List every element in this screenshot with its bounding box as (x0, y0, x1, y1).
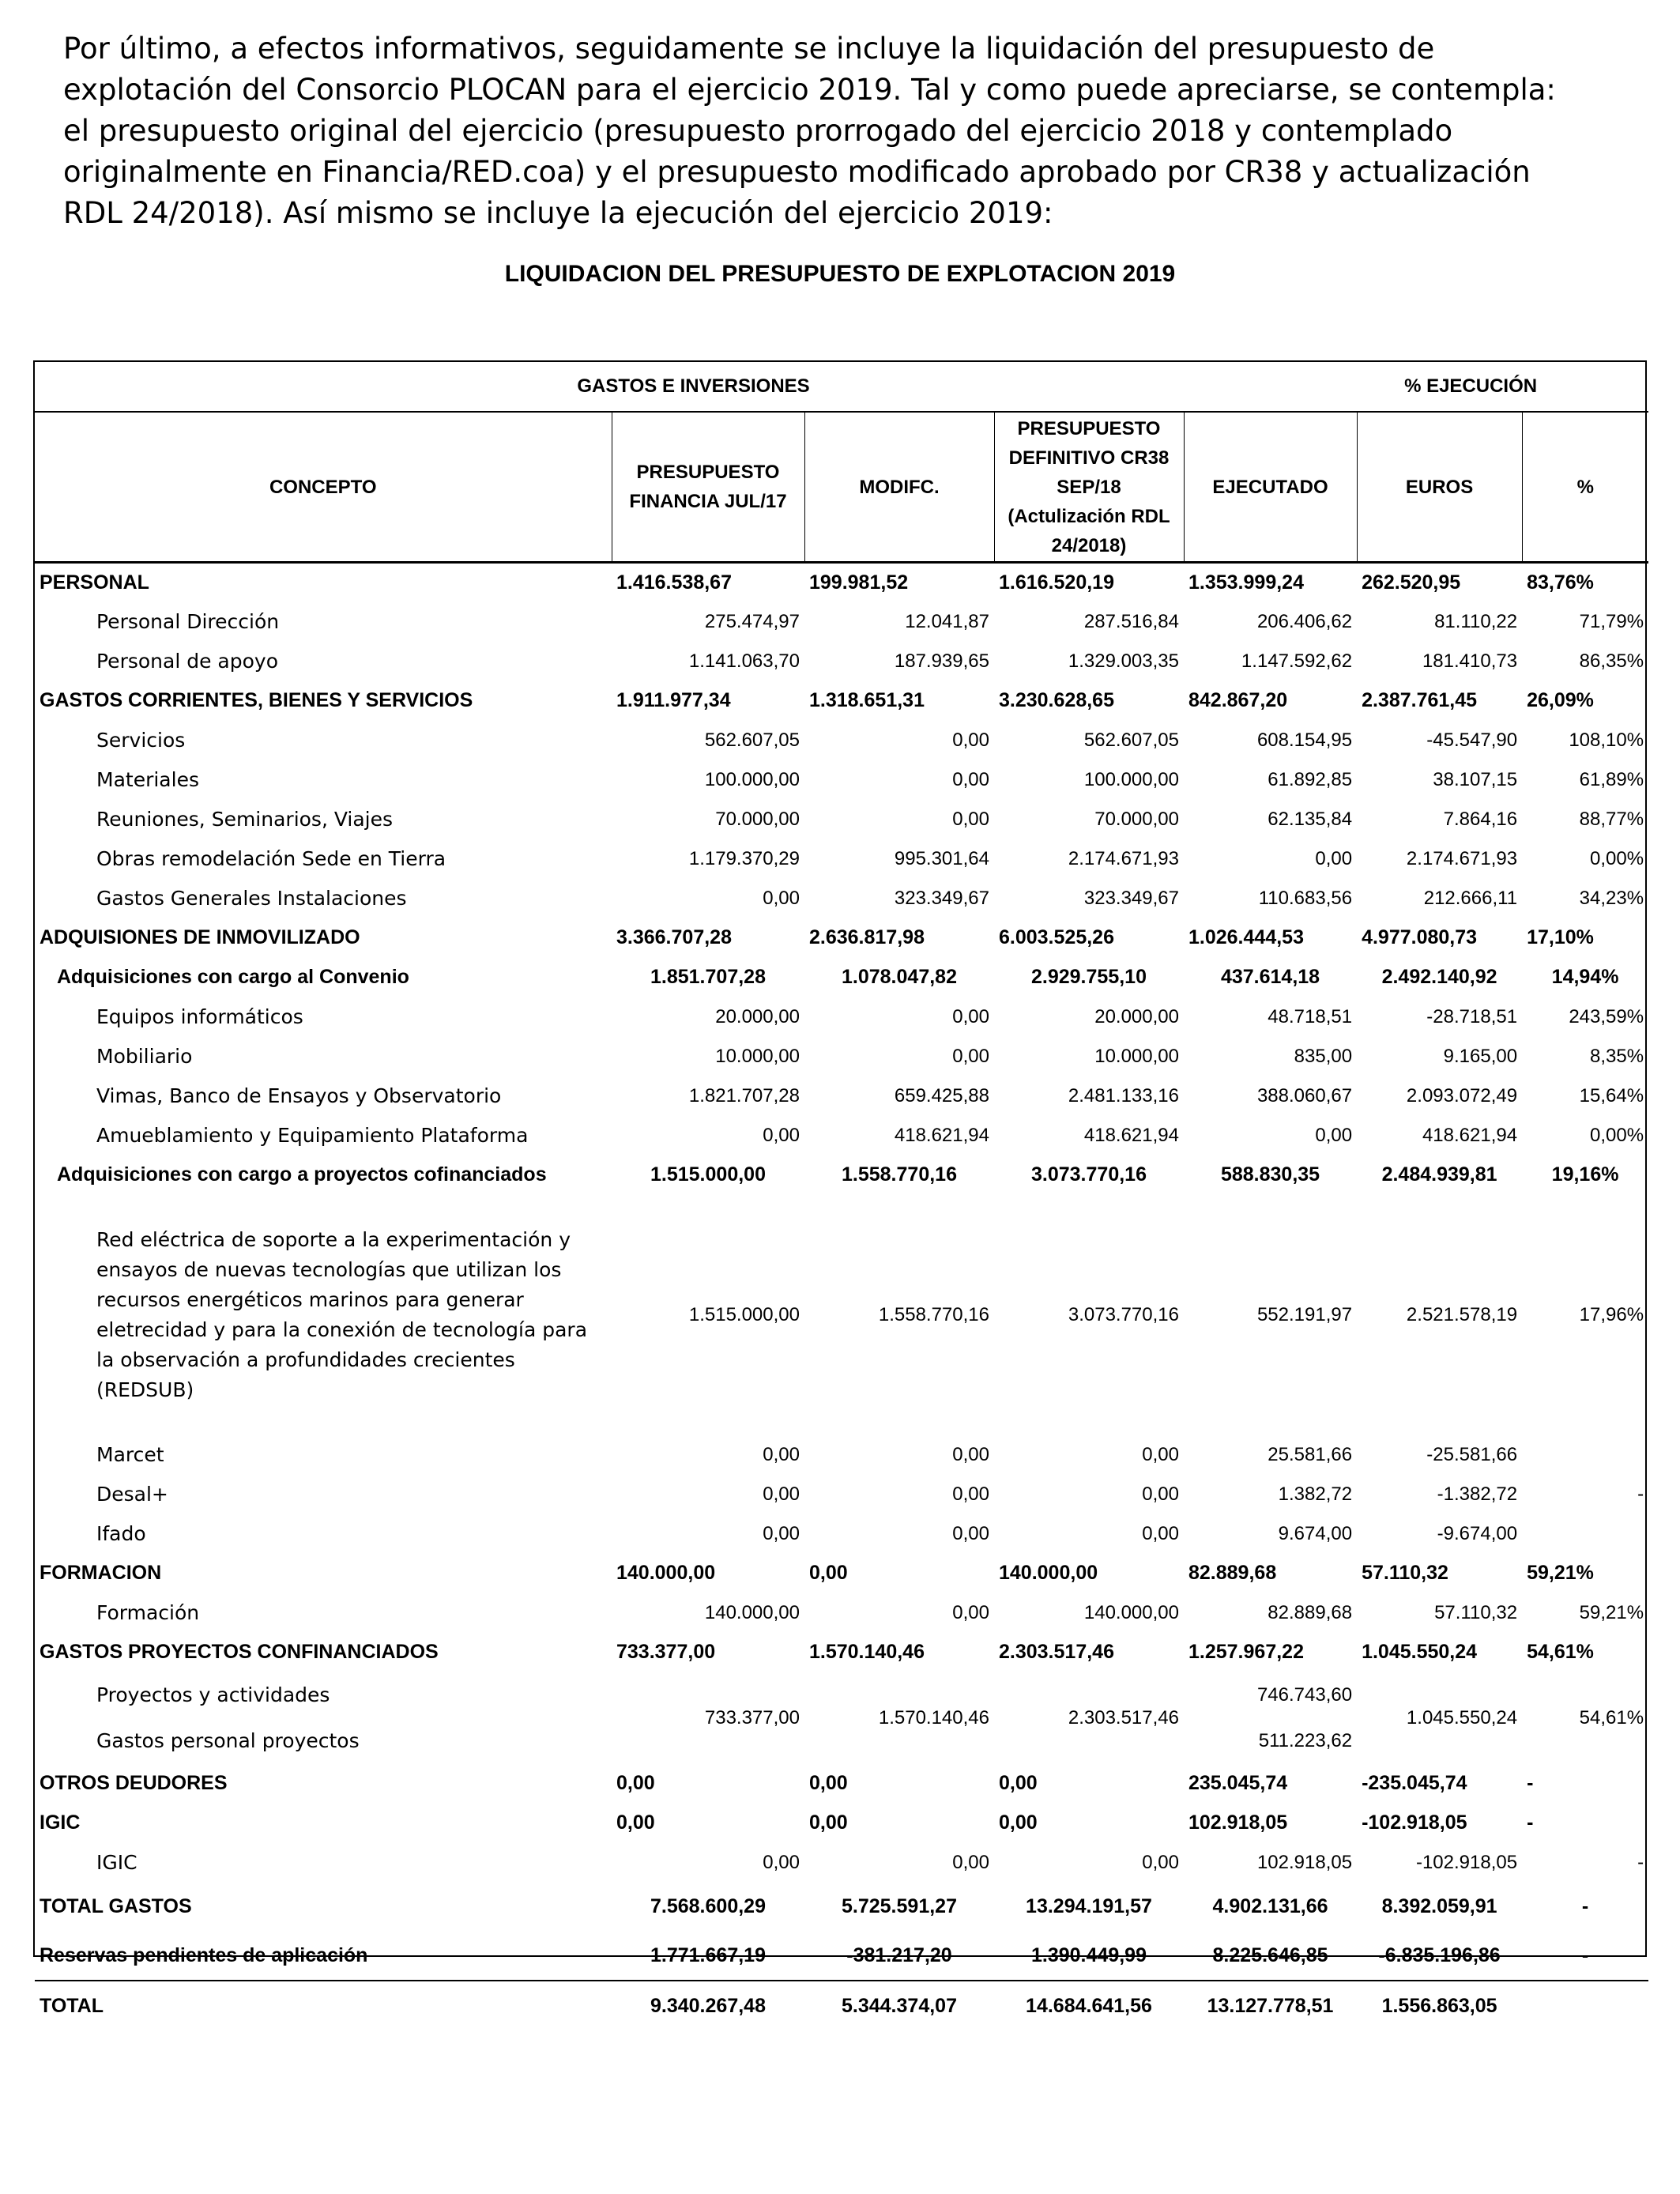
cell-concept: Servicios (96, 729, 186, 752)
cell-ejecutado: 0,00 (1315, 847, 1353, 869)
cell-ejecutado (1184, 1672, 1357, 1764)
cell-euros: -6.835.196,86 (1378, 1943, 1501, 1966)
cell-percent: 0,00% (1590, 1124, 1644, 1146)
cell-definitivo: 20.000,00 (1094, 1005, 1179, 1027)
col-modifc: MODIFC. (804, 412, 994, 563)
cell-concept: OTROS DEUDORES (40, 1772, 228, 1794)
cell-modifc: 0,00 (952, 1005, 989, 1027)
table-row (35, 760, 1648, 800)
cell-presupuesto: 0,00 (616, 1772, 655, 1794)
cell-concept: Formación (96, 1601, 200, 1624)
cell-concept: FORMACION (40, 1562, 162, 1584)
table-row (35, 1932, 1648, 1981)
table-row (35, 1672, 1648, 1764)
table-row (35, 997, 1648, 1037)
cell-modifc: 0,00 (952, 1601, 989, 1623)
cell-definitivo: 323.349,67 (1083, 887, 1179, 909)
cell-modifc: 659.425,88 (894, 1084, 989, 1106)
cell-percent (1522, 1435, 1648, 1475)
col-definitivo: PRESUPUESTO DEFINITIVO CR38 SEP/18 (Actulización RDL 24/2018) (994, 412, 1184, 563)
cell-euros: 1.045.550,24 (1406, 1706, 1518, 1728)
cell-concept: PERSONAL (40, 571, 149, 594)
cell-percent (1522, 1514, 1648, 1554)
cell-euros: 181.410,73 (1422, 650, 1518, 672)
cell-presupuesto: 0,00 (763, 1483, 800, 1505)
cell-modifc: 0,00 (952, 729, 989, 751)
cell-percent: 83,76% (1527, 571, 1594, 594)
cell-percent: - (1527, 1811, 1534, 1834)
cell-presupuesto: 733.377,00 (616, 1641, 716, 1663)
cell-presupuesto: 0,00 (616, 1811, 655, 1834)
cell-definitivo: 562.607,05 (1083, 729, 1179, 751)
cell-euros: 418.621,94 (1422, 1124, 1518, 1146)
cell-modifc: 0,00 (952, 1443, 989, 1465)
cell-euros: 57.110,32 (1362, 1562, 1448, 1584)
cell-modifc: 995.301,64 (894, 847, 989, 869)
cell-ejecutado: 82.889,68 (1268, 1601, 1353, 1623)
cell-definitivo: 1.616.520,19 (999, 571, 1114, 594)
pair-label: Proyectos y actividades (96, 1683, 330, 1706)
cell-percent: 108,10% (1569, 729, 1644, 751)
table-row (35, 1981, 1648, 2032)
cell-modifc: 1.570.140,46 (809, 1641, 925, 1663)
cell-definitivo: 140.000,00 (999, 1562, 1098, 1584)
cell-concept: Adquisiciones con cargo a proyectos cofinanciados (57, 1163, 547, 1186)
cell-definitivo: 6.003.525,26 (999, 926, 1114, 948)
cell-modifc: 0,00 (952, 1045, 989, 1067)
col-ejecutado: EJECUTADO (1184, 412, 1357, 563)
cell-presupuesto: 0,00 (763, 1443, 800, 1465)
cell-presupuesto: 9.340.267,48 (612, 1981, 804, 2032)
cell-percent: 61,89% (1579, 768, 1644, 790)
cell-percent: 54,61% (1579, 1706, 1644, 1728)
cell-percent: 19,16% (1551, 1163, 1619, 1186)
cell-euros: 212.666,11 (1423, 887, 1518, 909)
cell-definitivo: 0,00 (1142, 1483, 1179, 1505)
cell-euros: 81.110,22 (1434, 610, 1518, 632)
cell-concept: GASTOS PROYECTOS CONFINANCIADOS (40, 1641, 439, 1663)
cell-euros: 38.107,15 (1433, 768, 1518, 790)
table-row (35, 839, 1648, 879)
cell-definitivo: 0,00 (1142, 1522, 1179, 1544)
cell-euros: 2.174.671,93 (1406, 847, 1518, 869)
cell-definitivo: 140.000,00 (1083, 1601, 1179, 1623)
cell-euros: 1.556.863,05 (1357, 1981, 1522, 2032)
cell-euros: 2.492.140,92 (1381, 966, 1497, 988)
cell-euros: -1.382,72 (1437, 1483, 1518, 1505)
cell-modifc: 323.349,67 (894, 887, 989, 909)
intro-paragraph: Por último, a efectos informativos, seguidamente se incluye la liquidación del presupuesto de explotación del Consorcio PLOCAN para el ejercicio 2019. Tal y como puede apreciarse, se contempla: el presupuesto original del ejercicio (presupuesto prorrogado del ejercicio 2018 y contemplado originalmente en Financia/RED.coa) y el presupuesto modificado aprobado por CR38 y actualización RDL 24/2018). Así mismo se incluye la ejecución del ejercicio 2019: (63, 32, 1556, 230)
table-row (35, 1514, 1648, 1554)
cell-ejecutado: 110.683,56 (1258, 887, 1353, 909)
cell-modifc: 0,00 (952, 808, 989, 830)
cell-presupuesto: 0,00 (763, 887, 800, 909)
cell-presupuesto: 1.515.000,00 (650, 1163, 766, 1186)
cell-definitivo: 2.929.755,10 (1031, 966, 1147, 988)
cell-euros: 4.977.080,73 (1362, 926, 1478, 948)
cell-percent: - (1637, 1483, 1644, 1505)
table-row (35, 1219, 1648, 1412)
cell-euros: 1.045.550,24 (1362, 1641, 1478, 1663)
cell-definitivo: 1.390.449,99 (1031, 1943, 1147, 1966)
table-row (35, 1764, 1648, 1804)
cell-ejecutado: 206.406,62 (1256, 610, 1353, 632)
cell-modifc: 2.636.817,98 (809, 926, 925, 948)
cell-modifc: -381.217,20 (846, 1943, 952, 1966)
cell-definitivo: 2.174.671,93 (1068, 847, 1179, 869)
cell-definitivo: 2.303.517,46 (999, 1641, 1114, 1663)
cell-percent: 0,00% (1590, 847, 1644, 869)
cell-ejecutado: 62.135,84 (1268, 808, 1353, 830)
document-title: LIQUIDACION DEL PRESUPUESTO DE EXPLOTACION 2019 (504, 261, 1176, 287)
cell-modifc: 0,00 (809, 1811, 848, 1834)
cell-ejecutado: 9.674,00 (1278, 1522, 1353, 1544)
col-concepto: CONCEPTO (35, 412, 612, 563)
cell-percent: 88,77% (1579, 808, 1644, 830)
table-row (35, 800, 1648, 839)
table-row (35, 1633, 1648, 1672)
cell-definitivo: 0,00 (999, 1811, 1038, 1834)
cell-definitivo: 287.516,84 (1083, 610, 1179, 632)
table-row (35, 1435, 1648, 1475)
cell-percent: - (1637, 1851, 1644, 1873)
cell-euros: 2.484.939,81 (1381, 1163, 1497, 1186)
cell-concept: ADQUISIONES DE INMOVILIZADO (40, 926, 360, 948)
cell-euros: 2.093.072,49 (1406, 1084, 1518, 1106)
cell-presupuesto: 733.377,00 (704, 1706, 800, 1728)
cell-ejecutado: 1.353.999,24 (1188, 571, 1304, 594)
cell-ejecutado: 8.225.646,85 (1212, 1943, 1328, 1966)
table-row (35, 681, 1648, 721)
cell-presupuesto: 562.607,05 (704, 729, 800, 751)
cell-concept: Vimas, Banco de Ensayos y Observatorio (96, 1084, 502, 1107)
cell-definitivo: 3.073.770,16 (1031, 1163, 1147, 1186)
cell-presupuesto: 10.000,00 (715, 1045, 800, 1067)
cell-euros: -25.581,66 (1426, 1443, 1518, 1465)
cell-euros: 7.864,16 (1443, 808, 1518, 830)
cell-concept: Amueblamiento y Equipamiento Plataforma (96, 1124, 529, 1147)
cell-ejecutado: 842.867,20 (1188, 689, 1288, 711)
cell-euros: -9.674,00 (1437, 1522, 1518, 1544)
table-row (35, 602, 1648, 642)
cell-modifc: 0,00 (952, 1483, 989, 1505)
cell-presupuesto: 3.366.707,28 (616, 926, 732, 948)
cell-modifc: 418.621,94 (894, 1124, 989, 1146)
cell-modifc: 0,00 (809, 1562, 848, 1584)
cell-ejecutado: 588.830,35 (1220, 1163, 1320, 1186)
cell-concept: Materiales (96, 768, 199, 791)
col-percent: % (1522, 412, 1648, 563)
cell-ejecutado: 235.045,74 (1188, 1772, 1288, 1794)
cell-concept: Adquisiciones con cargo al Convenio (57, 966, 409, 988)
cell-presupuesto: 1.515.000,00 (688, 1303, 800, 1325)
cell-definitivo: 0,00 (999, 1772, 1038, 1794)
cell-modifc: 0,00 (952, 768, 989, 790)
col-presupuesto: PRESUPUESTO FINANCIA JUL/17 (612, 412, 804, 563)
cell-percent: - (1527, 1772, 1534, 1794)
cell-modifc: 1.558.770,16 (878, 1303, 989, 1325)
table-row (35, 563, 1648, 602)
header-execution: % EJECUCIÓN (1357, 362, 1648, 412)
cell-presupuesto: 20.000,00 (715, 1005, 800, 1027)
cell-definitivo: 0,00 (1142, 1443, 1179, 1465)
cell-definitivo: 3.073.770,16 (1068, 1303, 1179, 1325)
cell-euros: 2.521.578,19 (1406, 1303, 1518, 1325)
table-row (35, 958, 1648, 997)
cell-concept: Obras remodelación Sede en Tierra (96, 847, 446, 870)
cell-definitivo: 418.621,94 (1083, 1124, 1179, 1146)
cell-presupuesto: 0,00 (763, 1522, 800, 1544)
budget-table (33, 360, 1647, 2017)
cell-euros: 2.387.761,45 (1362, 689, 1478, 711)
cell-percent: 59,21% (1579, 1601, 1644, 1623)
cell-concept (35, 1672, 612, 1764)
cell-ejecutado: 1.257.967,22 (1188, 1641, 1304, 1663)
cell-presupuesto: 1.851.707,28 (650, 966, 766, 988)
table-row (35, 721, 1648, 760)
cell-presupuesto: 70.000,00 (715, 808, 800, 830)
cell-concept: IGIC (96, 1851, 137, 1874)
cell-presupuesto: 1.911.977,34 (616, 689, 731, 711)
cell-concept: Equipos informáticos (96, 1005, 303, 1028)
cell-euros: -28.718,51 (1426, 1005, 1518, 1027)
cell-ejecutado: 1.026.444,53 (1188, 926, 1304, 948)
cell-concept: Reservas pendientes de aplicación (40, 1943, 368, 1966)
cell-modifc: 1.570.140,46 (878, 1706, 989, 1728)
cell-concept: Desal+ (96, 1483, 168, 1506)
cell-modifc: 187.939,65 (894, 650, 989, 672)
cell-percent: 71,79% (1579, 610, 1644, 632)
cell-concept: Gastos Generales Instalaciones (96, 887, 407, 910)
cell-ejecutado: 102.918,05 (1256, 1851, 1353, 1873)
cell-presupuesto: 140.000,00 (616, 1562, 716, 1584)
table-body (35, 563, 1648, 2032)
cell-ejecutado: 13.127.778,51 (1184, 1981, 1357, 2032)
cell-concept: Reuniones, Seminarios, Viajes (96, 808, 394, 831)
cell-percent: 17,10% (1527, 926, 1594, 948)
cell-modifc: 5.344.374,07 (804, 1981, 994, 2032)
cell-definitivo: 2.481.133,16 (1068, 1084, 1179, 1106)
cell-modifc: 1.318.651,31 (809, 689, 925, 711)
table-row (35, 1843, 1648, 1883)
cell-definitivo: 1.329.003,35 (1068, 650, 1179, 672)
cell-modifc: 1.078.047,82 (842, 966, 957, 988)
cell-euros: -102.918,05 (1415, 1851, 1518, 1873)
cell-concept: GASTOS CORRIENTES, BIENES Y SERVICIOS (40, 689, 473, 711)
cell-euros: -102.918,05 (1362, 1811, 1467, 1834)
cell-presupuesto: 7.568.600,29 (650, 1895, 766, 1917)
cell-concept: TOTAL GASTOS (40, 1895, 192, 1917)
header-expenses: GASTOS E INVERSIONES (35, 362, 1357, 412)
cell-percent: 243,59% (1569, 1005, 1644, 1027)
cell-percent: 17,96% (1579, 1303, 1644, 1325)
cell-euros: 9.165,00 (1443, 1045, 1518, 1067)
cell-percent: 14,94% (1551, 966, 1619, 988)
table-row (35, 1076, 1648, 1116)
cell-euros: 262.520,95 (1362, 571, 1461, 594)
cell-definitivo: 13.294.191,57 (1026, 1895, 1152, 1917)
cell-percent: 59,21% (1527, 1562, 1594, 1584)
cell-modifc: 5.725.591,27 (842, 1895, 957, 1917)
cell-percent: 8,35% (1590, 1045, 1644, 1067)
cell-definitivo: 2.303.517,46 (1068, 1706, 1179, 1728)
cell-ejecutado: 48.718,51 (1268, 1005, 1353, 1027)
cell-ejecutado: 608.154,95 (1256, 729, 1353, 751)
cell-presupuesto: 275.474,97 (704, 610, 800, 632)
cell-presupuesto: 1.179.370,29 (688, 847, 800, 869)
pair-executed: 746.743,60 (1256, 1683, 1353, 1706)
cell-presupuesto: 1.771.667,19 (650, 1943, 766, 1966)
cell-concept: TOTAL (35, 1981, 612, 2032)
cell-modifc: 0,00 (952, 1851, 989, 1873)
cell-concept: Ifado (96, 1522, 146, 1545)
cell-presupuesto: 1.821.707,28 (688, 1084, 800, 1106)
cell-euros: -45.547,90 (1426, 729, 1518, 751)
table-row (35, 1804, 1648, 1843)
table-row (35, 1037, 1648, 1076)
cell-presupuesto: 0,00 (763, 1124, 800, 1146)
table-row (35, 642, 1648, 681)
cell-concept: Red eléctrica de soporte a la experimentación y ensayos de nuevas tecnologías que utilizan los recursos energéticos marinos para generar eletrecidad y para la conexión de tecnología para la observación a profundidades crecientes (REDSUB) (96, 1227, 588, 1401)
cell-definitivo: 10.000,00 (1094, 1045, 1179, 1067)
table-row (35, 1554, 1648, 1593)
cell-presupuesto: 1.416.538,67 (616, 571, 732, 594)
cell-modifc: 1.558.770,16 (842, 1163, 957, 1186)
pair-label: Gastos personal proyectos (96, 1728, 360, 1752)
cell-ejecutado: 82.889,68 (1188, 1562, 1277, 1584)
cell-ejecutado: 835,00 (1294, 1045, 1353, 1067)
cell-percent: 26,09% (1527, 689, 1594, 711)
cell-modifc: 12.041,87 (905, 610, 989, 632)
cell-modifc: 199.981,52 (809, 571, 909, 594)
cell-presupuesto: 140.000,00 (704, 1601, 800, 1623)
col-euros: EUROS (1357, 412, 1522, 563)
cell-euros: -235.045,74 (1362, 1772, 1467, 1794)
table-row (35, 1593, 1648, 1633)
cell-presupuesto: 100.000,00 (704, 768, 800, 790)
table-row (35, 879, 1648, 918)
cell-euros: 8.392.059,91 (1381, 1895, 1497, 1917)
cell-ejecutado: 437.614,18 (1220, 966, 1320, 988)
cell-definitivo: 70.000,00 (1094, 808, 1179, 830)
cell-presupuesto: 0,00 (763, 1851, 800, 1873)
cell-percent: 34,23% (1579, 887, 1644, 909)
cell-concept: IGIC (40, 1811, 81, 1834)
cell-ejecutado: 0,00 (1315, 1124, 1353, 1146)
cell-concept: Personal Dirección (96, 610, 280, 633)
table-row (35, 1475, 1648, 1514)
cell-concept: Mobiliario (96, 1045, 193, 1068)
cell-euros: 57.110,32 (1434, 1601, 1518, 1623)
cell-percent (1522, 1981, 1648, 2032)
cell-modifc: 0,00 (952, 1522, 989, 1544)
pair-executed: 511.223,62 (1258, 1729, 1353, 1751)
cell-percent: 54,61% (1527, 1641, 1594, 1663)
cell-definitivo: 14.684.641,56 (994, 1981, 1184, 2032)
table-row (35, 1883, 1648, 1932)
cell-percent: 86,35% (1579, 650, 1644, 672)
cell-ejecutado: 4.902.131,66 (1212, 1895, 1328, 1917)
cell-ejecutado: 102.918,05 (1188, 1811, 1288, 1834)
cell-modifc: 0,00 (809, 1772, 848, 1794)
cell-definitivo: 0,00 (1142, 1851, 1179, 1873)
table-row (35, 1116, 1648, 1155)
table-row (35, 1155, 1648, 1195)
cell-definitivo: 100.000,00 (1083, 768, 1179, 790)
cell-ejecutado: 552.191,97 (1256, 1303, 1353, 1325)
cell-concept: Marcet (96, 1443, 164, 1466)
cell-percent: - (1581, 1895, 1589, 1917)
cell-percent: - (1581, 1943, 1589, 1966)
cell-ejecutado: 388.060,67 (1256, 1084, 1353, 1106)
table-row (35, 918, 1648, 958)
cell-ejecutado: 25.581,66 (1268, 1443, 1353, 1465)
cell-presupuesto: 1.141.063,70 (688, 650, 800, 672)
cell-ejecutado: 1.382,72 (1278, 1483, 1353, 1505)
cell-definitivo: 3.230.628,65 (999, 689, 1114, 711)
cell-ejecutado: 1.147.592,62 (1241, 650, 1353, 672)
cell-percent: 15,64% (1579, 1084, 1644, 1106)
cell-ejecutado: 61.892,85 (1268, 768, 1353, 790)
cell-concept: Personal de apoyo (96, 650, 278, 673)
